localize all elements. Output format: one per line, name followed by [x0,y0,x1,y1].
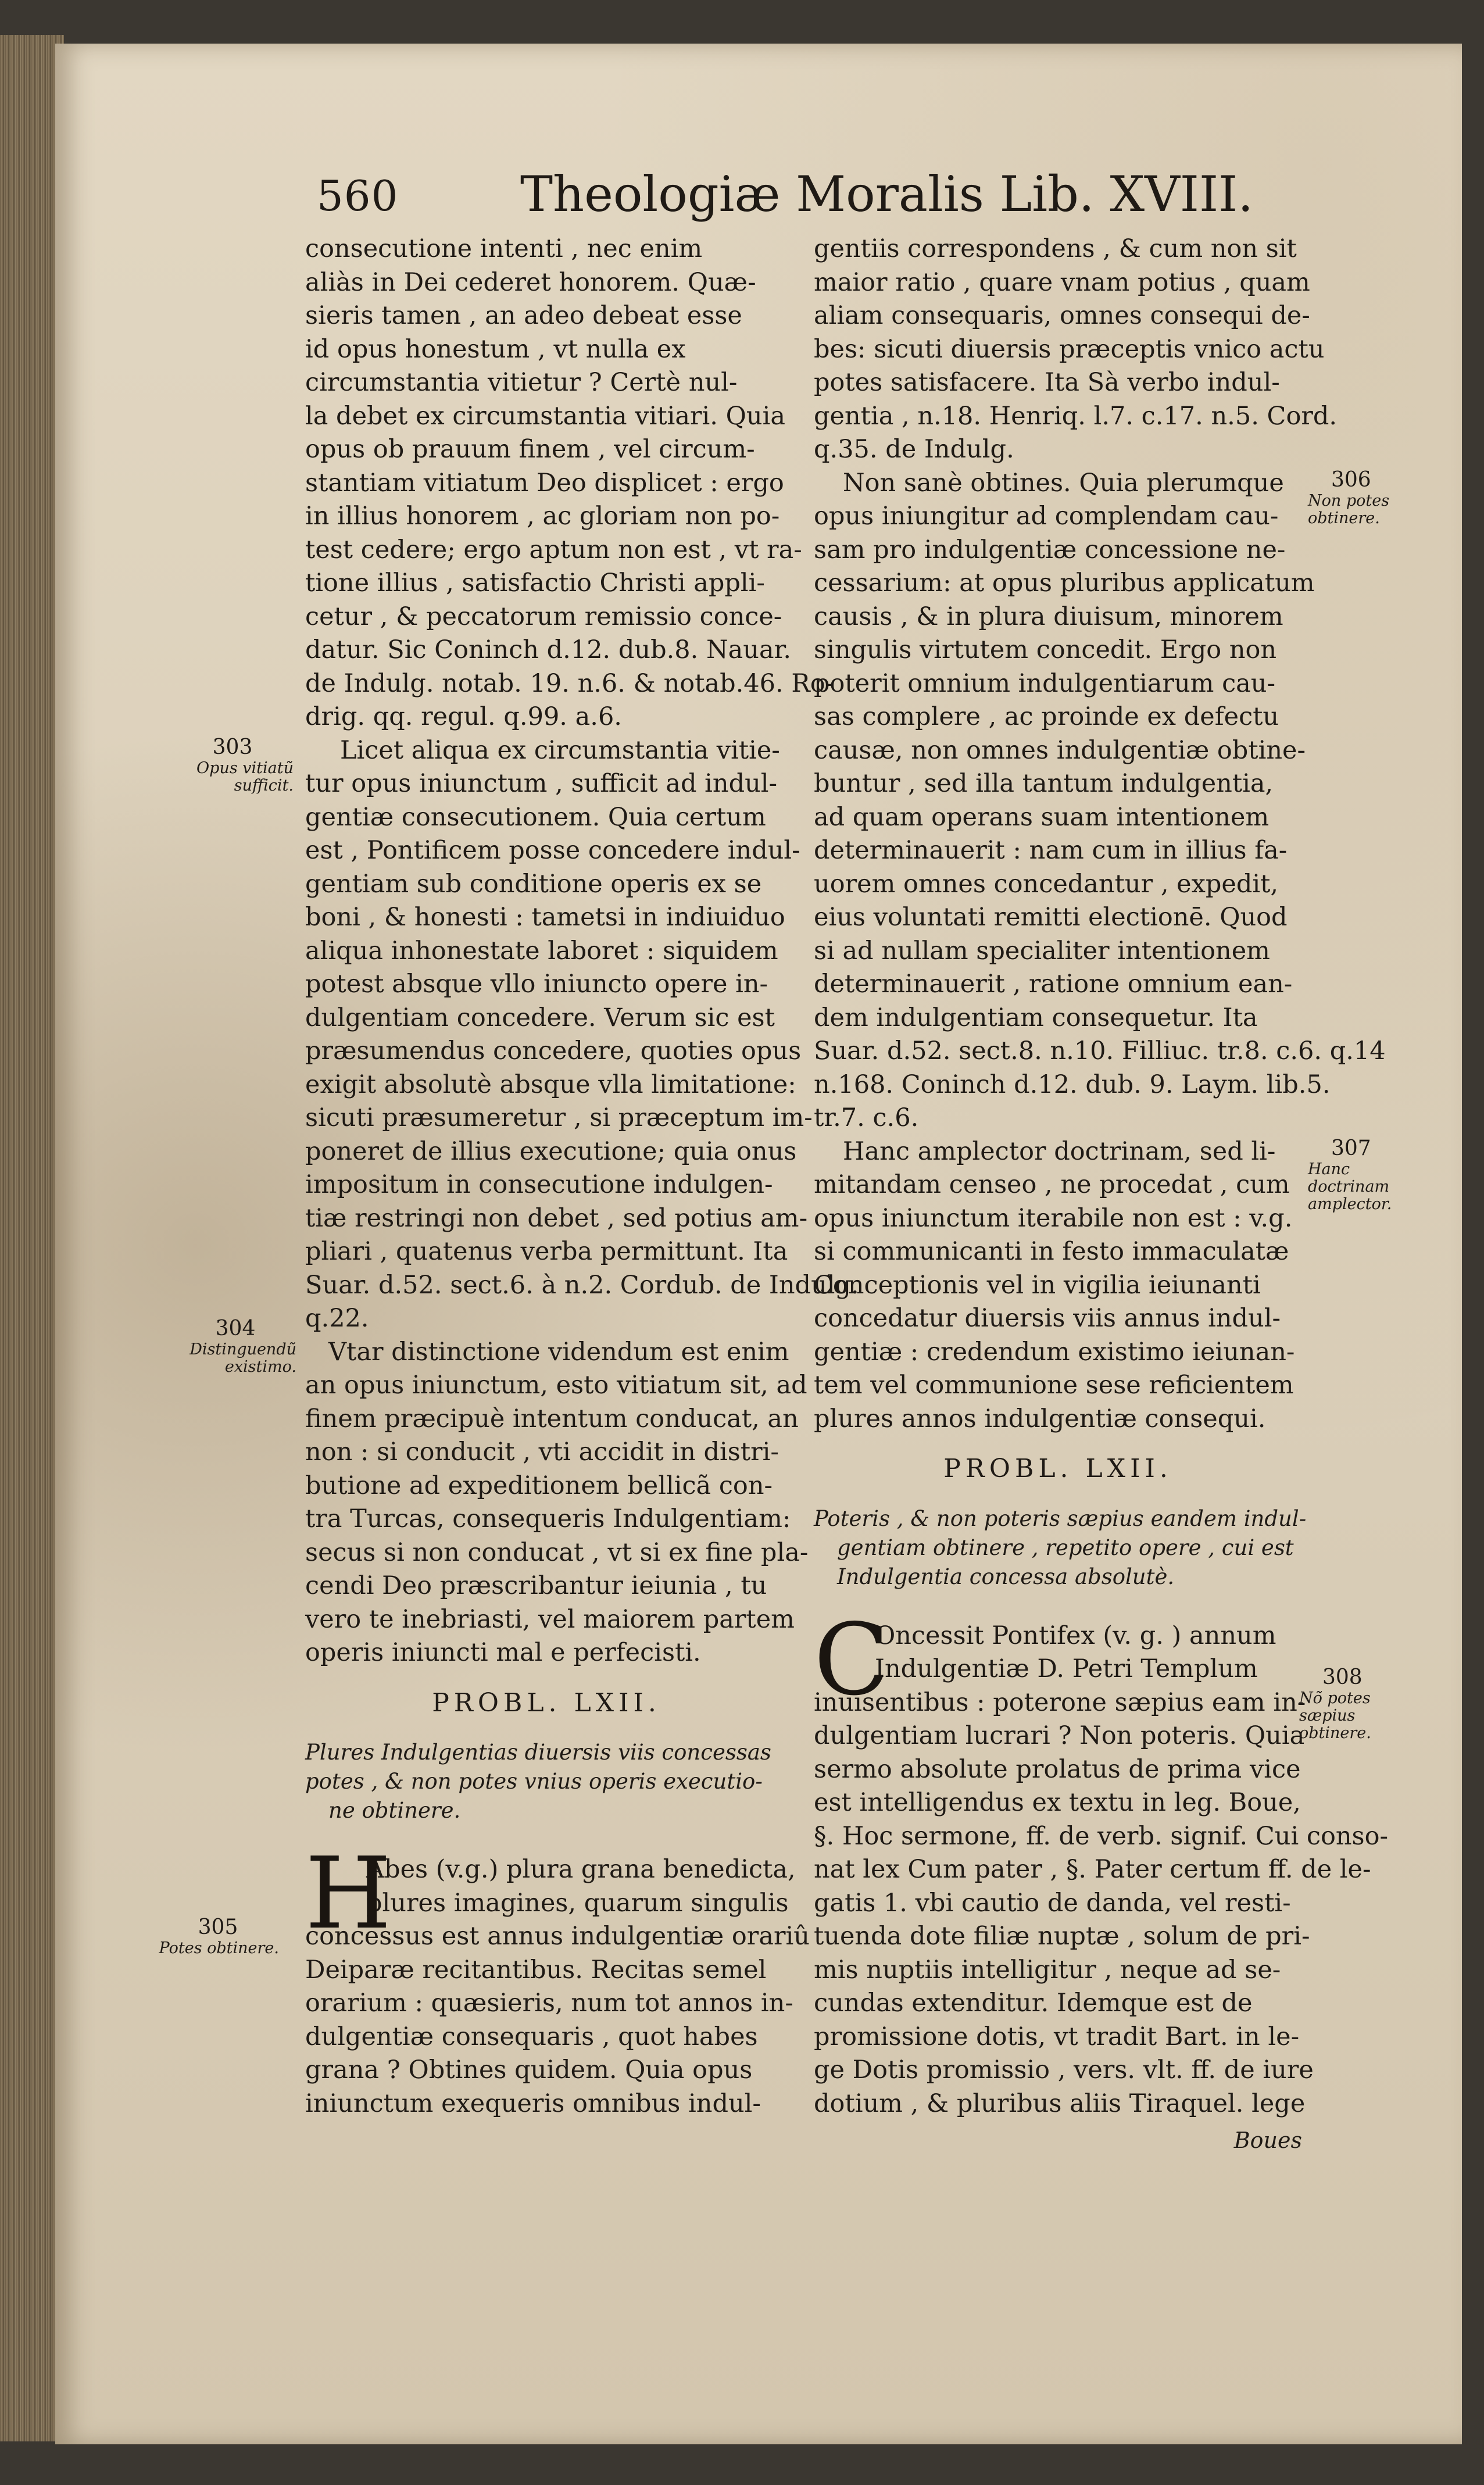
text-line: gentiam sub conditione operis ex se [305,869,762,899]
left-column [305,233,859,2121]
text-line: cendi Deo præscribantur ieiunia , tu [305,1571,767,1600]
right-paragraph-1 [814,233,1338,467]
text-line: Deiparæ recitantibus. Recitas semel [305,1955,767,1985]
marginal-number: 303 [212,735,253,759]
problem-statement [814,1504,1307,1592]
text-line: consecutione intenti , nec enim [305,234,703,263]
text-line: de Indulg. notab. 19. n.6. & notab.46. Ro- [305,668,834,698]
marginal-note-305 [157,1915,279,1957]
text-line: tione illius , satisfactio Christi appli- [305,568,765,598]
text-line: opus iniungitur ad complendam cau- [814,502,1279,531]
text-line: sieris tamen , an adeo debeat esse [305,301,742,330]
text-line: potes satisfacere. Ita Sà verbo indul- [814,368,1280,397]
text-line: buntur , sed illa tantum indulgentia, [814,769,1274,798]
text-line: est intelligendus ex textu in leg. Boue, [814,1788,1301,1817]
text-line: aliqua inhonestate laboret : siquidem [305,936,778,966]
text-line: mitandam censeo , ne procedat , cum [814,1170,1290,1199]
text-line: est , Pontificem posse concedere indul- [305,836,800,865]
marginal-text: Non potes obtinere. [1308,492,1390,527]
text-line: Oncessit Pontifex (v. g. ) annum [875,1621,1276,1650]
text-line: stantiam vitiatum Deo displicet : ergo [305,468,784,498]
text-line: Plures Indulgentias diuersis viis concessas [305,1740,771,1765]
text-line: uorem omnes concedantur , expedit, [814,869,1279,899]
text-line: potes , & non potes vnius operis executio- [305,1769,763,1794]
text-line: Hanc amplector doctrinam, sed li- [843,1136,1276,1166]
running-title: Theologiæ Moralis Lib. XVIII. [520,166,1254,223]
text-line: tem vel communione sese reficientem [814,1371,1294,1400]
text-line: circumstantia vitietur ? Certè nul- [305,368,738,397]
marginal-text: Potes obtinere. [159,1939,279,1957]
text-line: determinauerit : nam cum in illius fa- [814,836,1288,865]
text-line: plures imagines, quarum singulis [366,1888,789,1918]
text-line: §. Hoc sermone, ff. de verb. signif. Cui conso- [814,1821,1389,1851]
marginal-number: 307 [1331,1136,1371,1160]
page-edges [0,35,64,2441]
text-line: sas complere , ac proinde ex defectu [814,702,1279,731]
text-line: gatis 1. vbi cautio de danda, vel resti- [814,1888,1291,1918]
text-line: gentiis correspondens , & cum non sit [814,234,1297,263]
text-line: poneret de illius executione; quia onus [305,1136,797,1166]
text-line: q.35. de Indulg. [814,435,1014,464]
text-line: sermo absolute prolatus de prima vice [814,1754,1301,1784]
text-line: si communicanti in festo immaculatæ [814,1237,1289,1266]
text-line: concessus est annus indulgentiæ orariû [305,1922,810,1951]
text-line: operis iniuncti mal e perfecisti. [305,1638,701,1667]
marginal-number: 305 [198,1915,238,1939]
text-line: ad quam operans suam intentionem [814,802,1270,832]
text-line: dulgentiæ consequaris , quot habes [305,2022,758,2051]
text-line: tur opus iniunctum , sufficit ad indul- [305,769,778,798]
marginal-text: Opus vitiatũ sufficit. [196,759,294,795]
page-header [317,166,1254,230]
text-line: aliam consequaris, omnes consequi de- [814,301,1310,330]
text-line: sam pro indulgentiæ concessione ne- [814,535,1286,564]
text-line: bes: sicuti diuersis præceptis vnico actu [814,334,1325,364]
text-line: Vtar distinctione videndum est enim [328,1337,789,1367]
text-line: butione ad expeditionem bellicã con- [305,1471,773,1500]
text-line: iniunctum exequeris omnibus indul- [305,2089,761,2118]
text-line: tr.7. c.6. [814,1103,919,1132]
text-line: Indulgentia concessa absolutè. [837,1564,1175,1589]
text-line: si ad nullam specialiter intentionem [814,936,1270,966]
text-line: promissione dotis, vt tradit Bart. in le- [814,2022,1300,2051]
text-line: maior ratio , quare vnam potius , quam [814,267,1310,297]
text-line: tiæ restringi non debet , sed potius am- [305,1203,808,1233]
problem-statement [305,1738,788,1825]
text-line: grana ? Obtines quidem. Quia opus [305,2055,753,2084]
text-line: pliari , quatenus verba permittunt. Ita [305,1237,788,1266]
text-line: Indulgentiæ D. Petri Templum [875,1654,1258,1683]
text-line: Poteris , & non poteris sæpius eandem indul- [814,1506,1307,1531]
text-line: cetur , & peccatorum remissio conce- [305,602,782,631]
text-line: orarium : quæsieris, num tot annos in- [305,1989,793,2018]
text-line: determinauerit , ratione omnium ean- [814,970,1293,999]
text-line: cundas extenditur. Idemque est de [814,1989,1253,2018]
text-line: Suar. d.52. sect.6. à n.2. Cordub. de Indulg. [305,1270,859,1300]
marginal-note-308 [1299,1665,1421,1742]
text-line: poterit omnium indulgentiarum cau- [814,668,1276,698]
text-line: dem indulgentiam consequetur. Ita [814,1003,1258,1032]
text-line: Suar. d.52. sect.8. n.10. Filliuc. tr.8. c.6. q.14 [814,1036,1386,1065]
text-line: n.168. Coninch d.12. dub. 9. Laym. lib.5. [814,1070,1331,1099]
catch-word: Boues [1233,2128,1302,2153]
text-line: nat lex Cum pater , §. Pater certum ff. de le- [814,1855,1371,1884]
marginal-note-303 [171,735,294,795]
text-line: gentiæ : credendum existimo ieiunan- [814,1337,1295,1367]
text-line: dulgentiam lucrari ? Non poteris. Quia [814,1721,1305,1750]
marginal-note-306 [1308,468,1430,527]
text-line: eius voluntati remitti electionē. Quod [814,903,1288,932]
text-line: vero te inebriasti, vel maiorem partem [305,1604,795,1634]
text-line: ne obtinere. [328,1798,461,1823]
left-paragraph-2 [305,734,859,1336]
text-line: impositum in consecutione indulgen- [305,1170,773,1199]
text-line: Non sanè obtines. Quia plerumque [843,468,1284,498]
text-line: boni , & honesti : tametsi in indiuiduo [305,903,785,932]
marginal-number: 308 [1322,1665,1363,1689]
text-line: la debet ex circumstantia vitiari. Quia [305,401,785,431]
text-line: finem præcipuè intentum conducat, an [305,1404,799,1433]
text-line: opus iniunctum iterabile non est : v.g. [814,1203,1293,1233]
text-line: tra Turcas, consequeris Indulgentiam: [305,1504,791,1533]
text-line: Abes (v.g.) plura grana benedicta, [366,1855,796,1884]
text-line: gentiam obtinere , repetito opere , cui est [837,1535,1294,1560]
page-number: 560 [317,171,399,220]
drop-cap: C [814,1602,890,1718]
text-line: Licet aliqua ex circumstantia vitie- [340,735,780,765]
text-line: cessarium: at opus pluribus applicatum [814,568,1315,598]
marginal-number: 306 [1331,468,1371,492]
text-line: præsumendus concedere, quoties opus [305,1036,802,1065]
text-line: dulgentiam concedere. Verum sic est [305,1003,775,1032]
marginal-note-304 [174,1317,296,1376]
text-line: id opus honestum , vt nulla ex [305,334,686,364]
text-line: singulis virtutem concedit. Ergo non [814,635,1277,664]
text-line: test cedere; ergo aptum non est , vt ra- [305,535,802,564]
text-line: aliàs in Dei cederet honorem. Quæ- [305,267,756,297]
text-line: opus ob prauum finem , vel circum- [305,435,755,464]
problem-heading: PROBL. LXII. [943,1454,1172,1483]
marginal-number: 304 [215,1317,256,1340]
text-line: non : si conducit , vti accidit in distri- [305,1438,779,1467]
text-line: drig. qq. regul. q.99. a.6. [305,702,622,731]
text-line: plures annos indulgentiæ consequi. [814,1404,1266,1433]
marginal-text: Hanc doctrinam amplector. [1308,1160,1392,1213]
right-paragraph-3 [814,1135,1302,1436]
text-line: Conceptionis vel in vigilia ieiunanti [814,1270,1261,1300]
text-line: q.22. [305,1304,369,1333]
drop-cap: H [305,1836,392,1951]
problem-heading: PROBL. LXII. [432,1687,661,1718]
text-line: concedatur diuersis viis annus indul- [814,1304,1281,1333]
text-line: exigit absolutè absque vlla limitatione: [305,1070,796,1099]
text-line: dotium , & pluribus aliis Tiraquel. lege [814,2089,1306,2118]
left-paragraph-1 [305,233,834,734]
text-line: sicuti præsumeretur , si præceptum im- [305,1103,813,1132]
left-paragraph-4 [305,1836,810,2121]
text-line: gentiæ consecutionem. Quia certum [305,802,766,832]
text-line: an opus iniunctum, esto vitiatum sit, ad [305,1371,807,1400]
text-line: ge Dotis promissio , vers. vlt. ff. de iure [814,2055,1314,2084]
text-line: secus si non conducat , vt si ex fine pla- [305,1538,809,1567]
text-line: gentia , n.18. Henriq. l.7. c.17. n.5. Cord. [814,401,1338,431]
marginal-text: Nõ potes sæpius obtinere. [1299,1689,1371,1742]
text-line: causæ, non omnes indulgentiæ obtine- [814,735,1306,765]
text-line: mis nuptiis intelligitur , neque ad se- [814,1955,1281,1985]
text-line: datur. Sic Coninch d.12. dub.8. Nauar. [305,635,792,664]
text-line: inuisentibus : poterone sæpius eam in- [814,1687,1306,1717]
left-paragraph-3 [305,1336,809,1670]
marginal-note-307 [1308,1136,1430,1213]
text-line: tuenda dote filiæ nuptæ , solum de pri- [814,1922,1310,1951]
text-line: in illius honorem , ac gloriam non po- [305,502,780,531]
text-line: potest absque vllo iniuncto opere in- [305,970,768,999]
text-line: causis , & in plura diuisum, minorem [814,602,1283,631]
marginal-text: Distinguendũ existimo. [189,1340,296,1376]
